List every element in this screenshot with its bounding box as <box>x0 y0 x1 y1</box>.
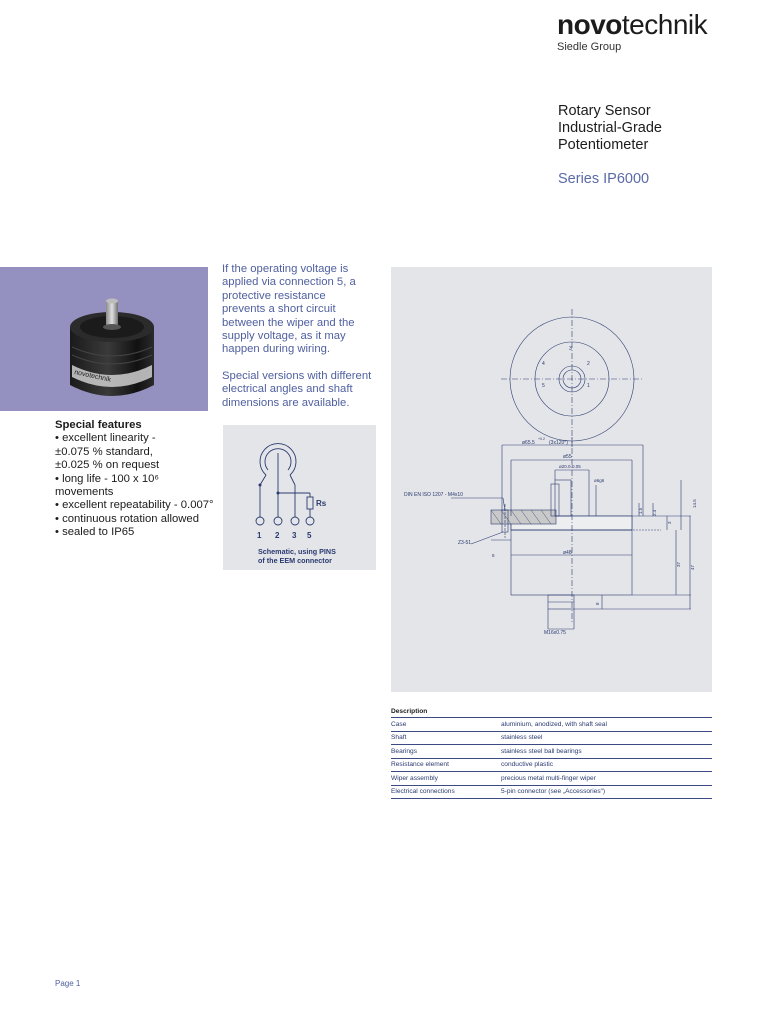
row-value: 5-pin connector (see „Accessories“) <box>501 785 712 799</box>
dim-flange: 8 <box>492 553 495 558</box>
pin-label: 5 <box>307 531 312 540</box>
brand-group: Siedle Group <box>557 41 622 53</box>
features-heading: Special features <box>55 419 142 431</box>
feature-item: ±0.075 % standard, <box>55 445 153 458</box>
intro-paragraph-2: Special versions with different electrical angles and shaft dimensions are available. <box>222 369 372 409</box>
feature-item: • excellent repeatability - 0.007° <box>55 499 214 512</box>
row-value: conductive plastic <box>501 758 712 772</box>
row-value: stainless steel <box>501 731 712 745</box>
sensor-image <box>0 267 208 411</box>
schematic-caption-2: of the EEM connector <box>258 556 332 565</box>
description-heading: Description <box>391 706 712 718</box>
schematic-diagram <box>223 425 376 570</box>
dim-d48: ø48 <box>563 550 572 556</box>
dim-thread: M16x0.75 <box>544 630 566 636</box>
drawing-pin-5: 5 <box>542 383 545 389</box>
brand-name-bold: novo <box>557 9 622 40</box>
page-number: Page 1 <box>55 979 81 988</box>
title-line-2: Industrial-Grade <box>558 120 662 136</box>
table-row <box>391 745 712 759</box>
resistor-label: Rs <box>316 499 327 508</box>
drawing-pin-3: 3 <box>569 346 572 352</box>
screw-spec: DIN EN ISO 1207 - M4x10 <box>404 492 463 498</box>
description-table <box>391 706 712 799</box>
row-key: Shaft <box>391 731 501 745</box>
dim-d65-tolerance: +0.2 <box>538 437 545 441</box>
drawing-pin-2: 2 <box>587 361 590 367</box>
table-row <box>391 758 712 772</box>
row-value: precious metal multi-finger wiper <box>501 772 712 786</box>
pin-label: 1 <box>257 531 262 540</box>
row-value: stainless steel ball bearings <box>501 745 712 759</box>
dim-1-5: 1.5 <box>638 507 643 514</box>
table-row <box>391 772 712 786</box>
intro-text <box>222 263 372 423</box>
title-line-3: Potentiometer <box>558 137 649 153</box>
dim-connector: 8 <box>595 602 600 605</box>
dim-47: 47 <box>690 564 695 570</box>
schematic-caption-1: Schematic, using PINS <box>258 547 336 556</box>
row-key: Electrical connections <box>391 785 501 799</box>
table-row <box>391 731 712 745</box>
brand-logo <box>557 10 727 53</box>
feature-item: ±0.025 % on request <box>55 459 160 472</box>
pin-label: 3 <box>292 531 297 540</box>
table-row <box>391 785 712 799</box>
brand-name-regular: technik <box>621 9 708 40</box>
title-line-1: Rotary Sensor <box>558 103 651 119</box>
row-key: Resistance element <box>391 758 501 772</box>
photo-label: novotechnik <box>73 369 112 384</box>
dim-14-5: 14.5 <box>692 499 697 508</box>
drawing-pin-1: 1 <box>587 383 590 389</box>
product-title <box>558 103 758 154</box>
feature-item: • excellent linearity - <box>55 432 156 445</box>
row-key: Bearings <box>391 745 501 759</box>
row-key: Case <box>391 718 501 732</box>
dim-2-4: 2.4 <box>652 509 657 516</box>
row-key: Wiper assembly <box>391 772 501 786</box>
feature-item: • long life - 100 x 10⁶ movements <box>55 472 160 499</box>
intro-paragraph-1: If the operating voltage is applied via connection 5, a protective resistance prevents a short circuit between the wiper and the supply voltage, as it may happen during wiring. <box>222 263 356 356</box>
feature-item: • sealed to IP65 <box>55 526 135 539</box>
dim-d65: ø65.5 <box>522 440 535 446</box>
product-photo <box>0 267 208 411</box>
dim-d6: ø6g6 <box>594 478 605 483</box>
series-name: Series IP6000 <box>558 171 650 187</box>
schematic-panel <box>223 425 376 570</box>
table-row <box>391 718 712 732</box>
dim-3: 3 <box>667 521 672 524</box>
brand-name <box>557 10 727 40</box>
dim-d20: ø20.0-0.05 <box>559 464 581 469</box>
dim-holes: (3x120°) <box>549 440 568 446</box>
feature-item: • continuous rotation allowed <box>55 512 200 525</box>
pin-label: 2 <box>275 531 280 540</box>
dimension-drawing <box>391 267 712 692</box>
special-features <box>55 419 220 540</box>
dim-37: 37 <box>676 561 681 567</box>
dim-d55: ø55 <box>563 454 572 460</box>
screw-tool: Z3-51 <box>458 540 472 546</box>
drawing-pin-4: 4 <box>542 361 545 367</box>
row-value: aluminium, anodized, with shaft seal <box>501 718 712 732</box>
dimension-drawing-svg <box>391 267 712 692</box>
